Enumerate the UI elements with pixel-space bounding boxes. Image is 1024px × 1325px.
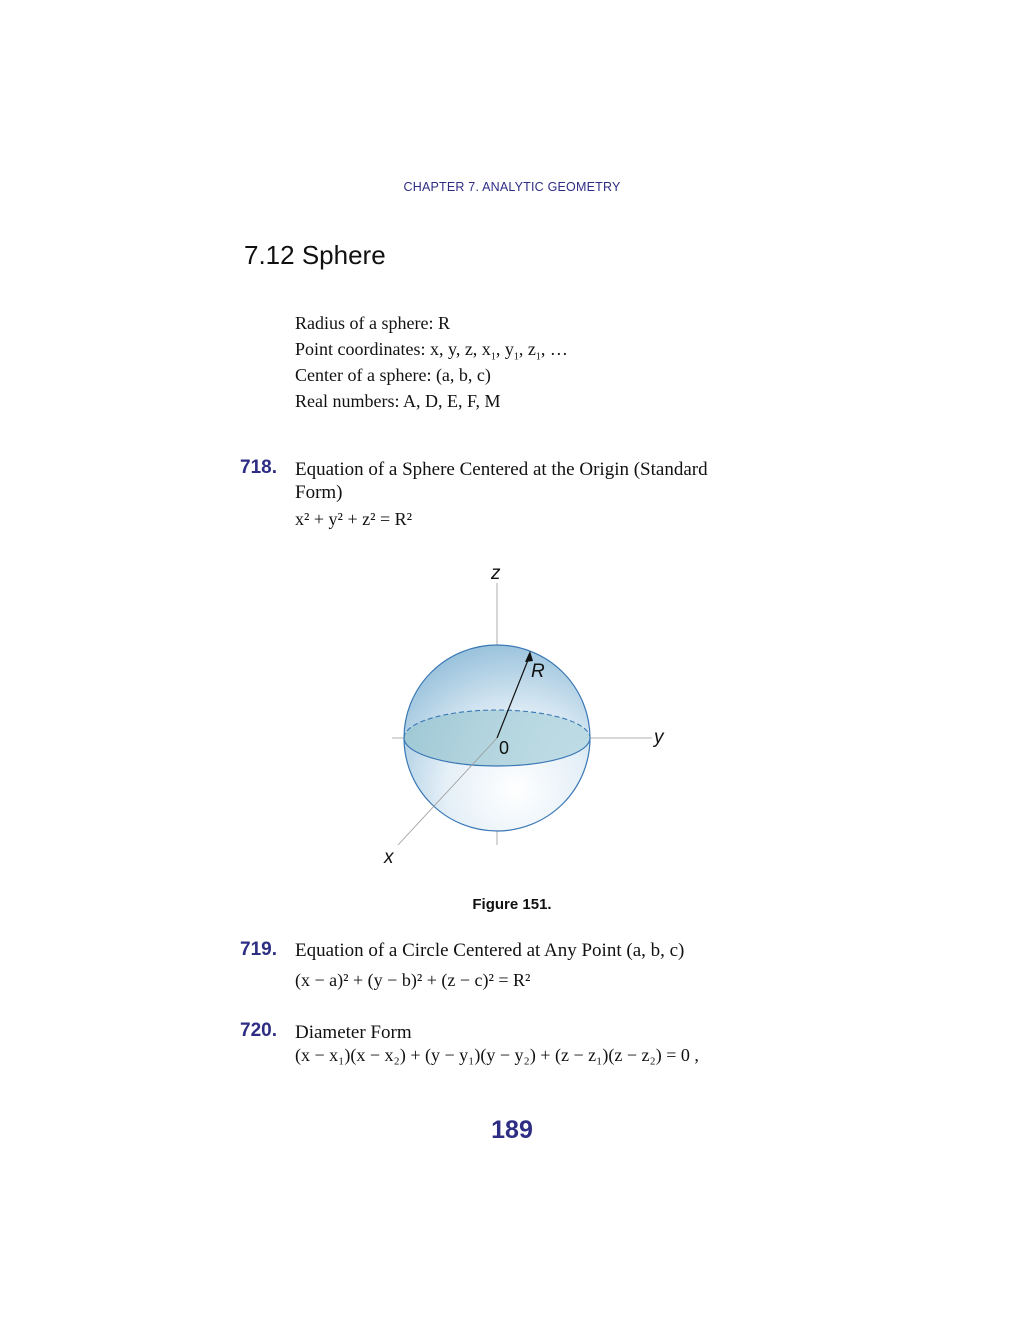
formula-720: (x − x₁)(x − x₂) + (y − y₁)(y − y₂) + (z − z₁)(z − z₂) = 0 , [295, 1045, 699, 1065]
sphere-figure [370, 555, 690, 875]
item-title-719: Equation of a Circle Centered at Any Point (a, b, c) [295, 940, 685, 961]
x-axis-label: x [384, 847, 394, 868]
definition-radius: Radius of a sphere: R [295, 313, 450, 333]
section-title: 7.12 Sphere [244, 240, 386, 270]
y-axis-label: y [654, 727, 664, 748]
item-title-720: Diameter Form [295, 1022, 412, 1043]
item-number-718: 718. [240, 457, 277, 478]
z-axis-label: z [491, 563, 501, 584]
item-title-718: Equation of a Sphere Centered at the Origin (Standard Form) [295, 459, 708, 503]
figure-caption: Figure 151. [472, 896, 552, 913]
formula-718: x² + y² + z² = R² [295, 509, 413, 529]
origin-label: 0 [499, 738, 510, 758]
formula-719: (x − a)² + (y − b)² + (z − c)² = R² [295, 970, 531, 990]
item-number-720: 720. [240, 1020, 277, 1041]
definition-point-coordinates: Point coordinates: x, y, z, $x_1$, $y_1$, $z_1$, … [295, 339, 568, 363]
definitions-list [295, 310, 568, 414]
radius-label: R [531, 661, 545, 682]
chapter-header: CHAPTER 7. ANALYTIC GEOMETRY [403, 180, 621, 194]
page-number: 189 [491, 1116, 533, 1144]
definition-real-numbers: Real numbers: A, D, E, F, M [295, 391, 501, 411]
item-number-719: 719. [240, 939, 277, 960]
definition-center: Center of a sphere: (a, b, c) [295, 365, 491, 385]
